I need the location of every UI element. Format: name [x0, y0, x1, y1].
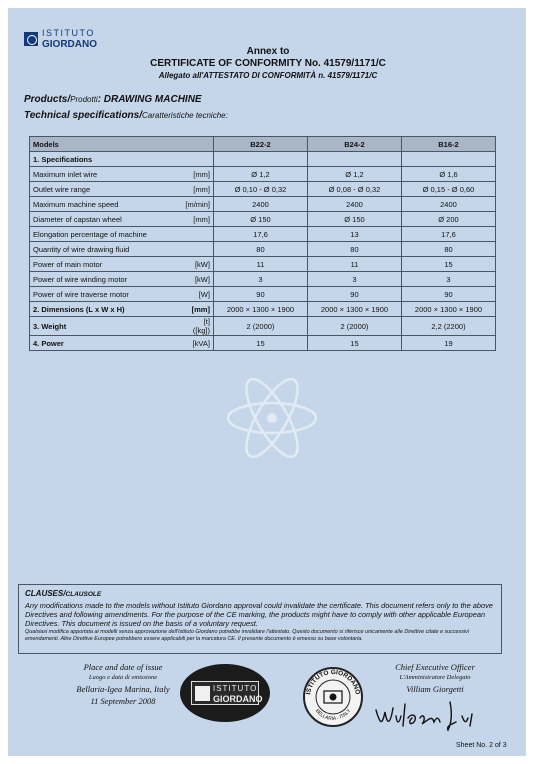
cell-value: 80	[307, 242, 401, 257]
cell-value: 2400	[213, 197, 307, 212]
certificate-title: CERTIFICATE OF CONFORMITY No. 41579/1171/C	[150, 58, 386, 69]
techspec-label-italian: Caratteristiche tecniche:	[142, 111, 228, 120]
row-label: 4. Power	[30, 336, 183, 351]
cell-value: Ø 0,08 - Ø 0,32	[307, 182, 401, 197]
seal-bottom-text: BELLARIA - ITALY	[313, 708, 353, 723]
table-header-row	[30, 137, 496, 152]
cell-value: 17,6	[401, 227, 495, 242]
clauses-text-italian: Qualsiasi modifica apportata ai modelli senza approvazione dell'Istituto Giordano potrebbe invalidare l'attestato. Questo documento si riferisce unicamente alle Direttive citate e successivi emendamenti. Altre Direttive Europee potrebbero essere applicabili per la marcatura CE. Il presente documento è emesso su base volontaria.	[25, 629, 470, 642]
section-specifications-row	[30, 152, 496, 167]
cell-value: 13	[307, 227, 401, 242]
row-label: Outlet wire range	[30, 182, 183, 197]
technical-specifications-heading	[24, 110, 228, 121]
institute-stamp	[180, 664, 270, 722]
stamp-inner-frame	[191, 681, 263, 705]
cell-value: 3	[307, 272, 401, 287]
cell-value: 3	[213, 272, 307, 287]
table-row	[30, 167, 496, 182]
row-label: Quantity of wire drawing fluid	[30, 242, 183, 257]
table-row	[30, 336, 496, 351]
logo-line2: GIORDANO	[42, 39, 97, 50]
cell-value: Ø 150	[307, 212, 401, 227]
row-label: 3. Weight	[30, 317, 183, 336]
header-model-b24-2: B24-2	[307, 137, 401, 152]
row-unit: [mm]	[182, 302, 213, 317]
certificate-title-italian: Allegato all'ATTESTATO DI CONFORMITÀ n. 41579/1171/C	[158, 71, 378, 80]
logo-mark-icon	[24, 32, 38, 46]
cell-value: 90	[213, 287, 307, 302]
cell-value: Ø 0,15 - Ø 0,60	[401, 182, 495, 197]
sheet-number: Sheet No. 2 of 3	[456, 742, 507, 749]
place-city: Bellaria-Igea Marina, Italy	[76, 684, 170, 694]
specification-rows	[30, 167, 496, 302]
row-label: Maximum machine speed	[30, 197, 183, 212]
clauses-text-english: Any modifications made to the models without Istituto Giordano approval could invalidate the certificate. This document refers only to the above Directives and following amendments. For the purpose of the CE marking, the products might have to comply with other applicable European Directives. This document is issued on the basis of a voluntary request.	[25, 601, 493, 628]
header-models: Models	[30, 137, 214, 152]
table-row	[30, 257, 496, 272]
table-row	[30, 242, 496, 257]
ceo-name: Villiam Giorgetti	[406, 684, 464, 694]
header-model-b22-2: B22-2	[213, 137, 307, 152]
cell-value: 90	[401, 287, 495, 302]
products-value: : DRAWING MACHINE	[97, 94, 202, 105]
row-unit: [W]	[182, 287, 213, 302]
clauses-title-it: CLAUSOLE	[65, 591, 102, 598]
atom-watermark-icon	[222, 368, 322, 468]
cell-value: Ø 1,2	[307, 167, 401, 182]
cell-value: 80	[401, 242, 495, 257]
row-unit: [m/min]	[182, 197, 213, 212]
row-unit: [mm]	[182, 212, 213, 227]
logo-line1: ISTITUTO	[42, 28, 95, 38]
section-specifications-label: 1. Specifications	[30, 152, 214, 167]
ceo-title-italian: L'Amministratore Delegato	[399, 674, 471, 681]
clauses-title	[25, 589, 495, 598]
cell-value: 2000 × 1300 × 1900	[307, 302, 401, 317]
table-row	[30, 287, 496, 302]
annex-heading: Annex to	[246, 46, 290, 57]
techspec-label: Technical specifications/	[24, 110, 143, 121]
row-label: Elongation percentage of machine	[30, 227, 183, 242]
cell-value: 2000 × 1300 × 1900	[401, 302, 495, 317]
table-row	[30, 302, 496, 317]
seal-top-text: ISTITUTO GIORDANO	[305, 668, 361, 696]
row-label: 2. Dimensions (L x W x H)	[30, 302, 183, 317]
ceo-title: Chief Executive Officer	[395, 662, 475, 672]
istituto-giordano-logo	[24, 26, 114, 54]
row-unit: [kVA]	[182, 336, 213, 351]
table-row	[30, 212, 496, 227]
cell-value: Ø 150	[213, 212, 307, 227]
row-unit: [mm]	[182, 167, 213, 182]
issue-date: 11 September 2008	[90, 696, 156, 706]
products-label-italian: Prodotti	[70, 95, 98, 104]
cell-value: 19	[401, 336, 495, 351]
row-unit: [t] ([kg])	[182, 317, 213, 336]
cell-value: Ø 1,6	[401, 167, 495, 182]
cell-value: Ø 200	[401, 212, 495, 227]
row-unit: [mm]	[182, 182, 213, 197]
cell-value: 15	[307, 336, 401, 351]
stamp-line2: GIORDANO	[213, 694, 263, 704]
row-label: Diameter of capstan wheel	[30, 212, 183, 227]
row-label: Power of wire winding motor	[30, 272, 183, 287]
table-row	[30, 197, 496, 212]
products-line	[24, 94, 202, 105]
cell-value: 2000 × 1300 × 1900	[213, 302, 307, 317]
products-label: Products/	[24, 94, 71, 105]
row-unit	[182, 242, 213, 257]
table-row	[30, 227, 496, 242]
cell-value: 15	[401, 257, 495, 272]
cell-value: Ø 1,2	[213, 167, 307, 182]
table-row	[30, 272, 496, 287]
cell-value: 3	[401, 272, 495, 287]
cell-value: Ø 0,10 - Ø 0,32	[213, 182, 307, 197]
cell-value: 80	[213, 242, 307, 257]
cell-value: 2400	[307, 197, 401, 212]
row-unit	[182, 227, 213, 242]
cell-value: 11	[213, 257, 307, 272]
clauses-box	[18, 584, 502, 654]
row-label: Power of main motor	[30, 257, 183, 272]
cell-value: 2400	[401, 197, 495, 212]
row-unit: [kW]	[182, 257, 213, 272]
header-model-b16-2: B16-2	[401, 137, 495, 152]
cell-value: 15	[213, 336, 307, 351]
clauses-title-en: CLAUSES/	[25, 589, 66, 598]
cell-value: 2 (2000)	[213, 317, 307, 336]
row-unit: [kW]	[182, 272, 213, 287]
cell-value: 17,6	[213, 227, 307, 242]
cell-value: 2,2 (2200)	[401, 317, 495, 336]
stamp-line1: ISTITUTO	[213, 684, 258, 693]
table-row	[30, 317, 496, 336]
cell-value: 2 (2000)	[307, 317, 401, 336]
handwritten-signature	[372, 698, 492, 732]
row-label: Maximum inlet wire	[30, 167, 183, 182]
stamp-logo-mark-icon	[195, 686, 210, 701]
place-date-label-italian: Luogo e data di emissione	[88, 674, 158, 681]
place-date-label: Place and date of issue	[83, 662, 163, 672]
specifications-table	[29, 136, 496, 351]
row-label: Power of wire traverse motor	[30, 287, 183, 302]
table-row	[30, 182, 496, 197]
cell-value: 90	[307, 287, 401, 302]
cell-value: 11	[307, 257, 401, 272]
